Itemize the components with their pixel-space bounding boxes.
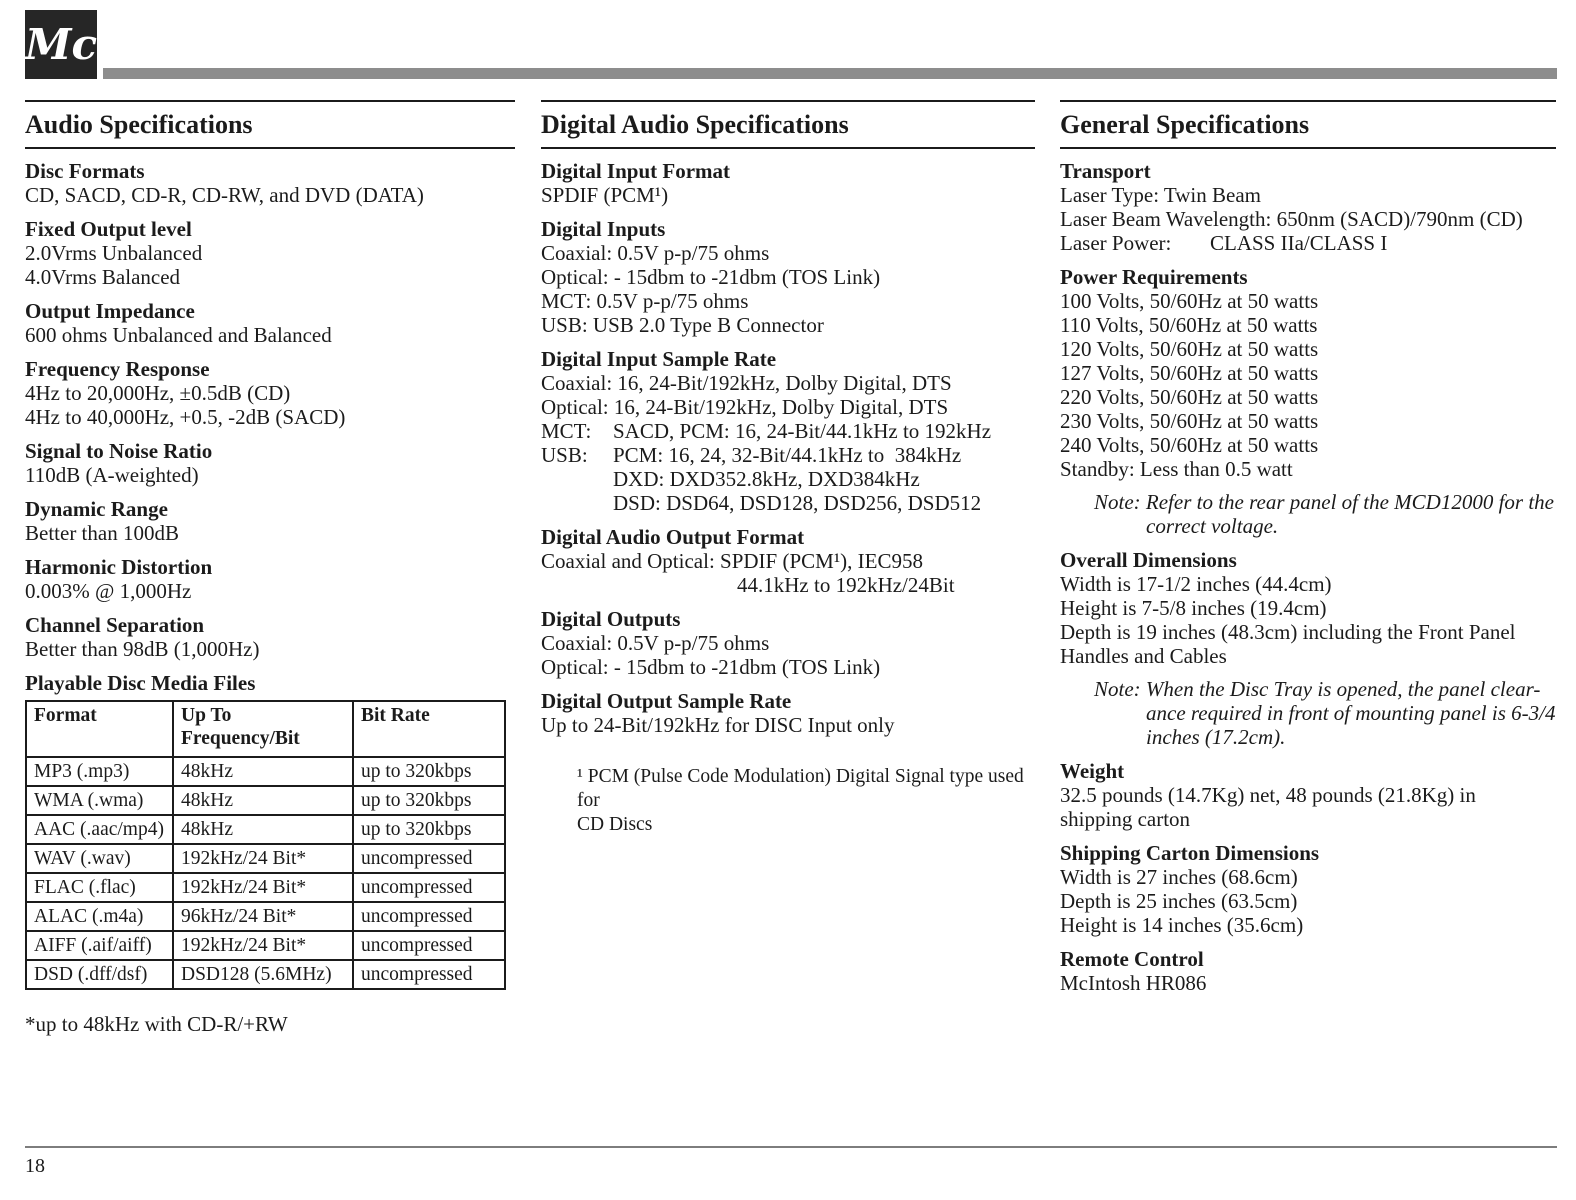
table-cell: AAC (.aac/mp4) bbox=[26, 815, 173, 844]
spec-line: SPDIF (PCM¹) bbox=[541, 183, 669, 207]
section-heading: Transport bbox=[1060, 159, 1151, 183]
footnote-line: CD Discs bbox=[577, 814, 653, 835]
spec-line-label: Laser Power: bbox=[1060, 231, 1172, 255]
section-weight bbox=[1060, 759, 1556, 831]
note-line: correct voltage. bbox=[1146, 514, 1279, 538]
spec-line-label: MCT: bbox=[541, 419, 592, 443]
table-row bbox=[26, 786, 505, 815]
table-cell: 192kHz/24 Bit* bbox=[173, 873, 353, 902]
section-heading: Digital Inputs bbox=[541, 217, 666, 241]
table-cell: uncompressed bbox=[353, 873, 505, 902]
spec-line: 240 Volts, 50/60Hz at 50 watts bbox=[1060, 433, 1319, 457]
table-cell: ALAC (.m4a) bbox=[26, 902, 173, 931]
spec-line: 230 Volts, 50/60Hz at 50 watts bbox=[1060, 409, 1319, 433]
section-heading: Remote Control bbox=[1060, 947, 1204, 971]
spec-line: Coaxial: 0.5V p-p/75 ohms bbox=[541, 631, 770, 655]
spec-line: Optical: 16, 24-Bit/192kHz, Dolby Digital, DTS bbox=[541, 395, 949, 419]
spec-line-value: DXD: DXD352.8kHz, DXD384kHz bbox=[613, 467, 920, 491]
spec-line: 127 Volts, 50/60Hz at 50 watts bbox=[1060, 361, 1319, 385]
section-shipping-carton bbox=[1060, 841, 1556, 937]
section-dynamic-range bbox=[25, 497, 515, 545]
spec-line: Handles and Cables bbox=[1060, 644, 1227, 668]
spec-line: 120 Volts, 50/60Hz at 50 watts bbox=[1060, 337, 1319, 361]
spec-line: 4.0Vrms Balanced bbox=[25, 265, 181, 289]
disc-tray-note bbox=[1060, 677, 1556, 749]
section-playable-media bbox=[25, 671, 515, 990]
section-signal-to-noise bbox=[25, 439, 515, 487]
spec-line: Up to 24-Bit/192kHz for DISC Input only bbox=[541, 713, 895, 737]
section-power-requirements bbox=[1060, 265, 1556, 481]
spec-line: Depth is 25 inches (63.5cm) bbox=[1060, 889, 1298, 913]
footer-rule bbox=[25, 1146, 1557, 1148]
section-fixed-output-level bbox=[25, 217, 515, 289]
spec-line: MCT: 0.5V p-p/75 ohms bbox=[541, 289, 749, 313]
table-cell: WMA (.wma) bbox=[26, 786, 173, 815]
audio-specifications-column bbox=[25, 100, 515, 1036]
table-row bbox=[26, 815, 505, 844]
spec-line: 110dB (A-weighted) bbox=[25, 463, 199, 487]
table-row bbox=[26, 844, 505, 873]
table-row bbox=[26, 873, 505, 902]
spec-line: Coaxial: 0.5V p-p/75 ohms bbox=[541, 241, 770, 265]
spec-line bbox=[541, 467, 1035, 491]
spec-line: Coaxial and Optical: SPDIF (PCM¹), IEC958 bbox=[541, 549, 923, 573]
section-heading: Output Impedance bbox=[25, 299, 195, 323]
spec-line: shipping carton bbox=[1060, 807, 1191, 831]
section-overall-dimensions bbox=[1060, 548, 1556, 668]
table-header-row bbox=[26, 701, 505, 757]
note-line: inches (17.2cm). bbox=[1146, 725, 1286, 749]
table-header-cell: Format bbox=[26, 701, 173, 757]
asterisk-footnote: *up to 48kHz with CD-R/+RW bbox=[25, 1012, 288, 1036]
table-cell: WAV (.wav) bbox=[26, 844, 173, 873]
table-cell: uncompressed bbox=[353, 960, 505, 989]
general-specifications-column bbox=[1060, 100, 1556, 995]
table-cell: 192kHz/24 Bit* bbox=[173, 931, 353, 960]
spec-line: 600 ohms Unbalanced and Balanced bbox=[25, 323, 332, 347]
table-cell: 48kHz bbox=[173, 786, 353, 815]
table-row bbox=[26, 931, 505, 960]
table-cell: 48kHz bbox=[173, 757, 353, 786]
spec-line-value: PCM: 16, 24, 32-Bit/44.1kHz to 384kHz bbox=[613, 443, 962, 467]
general-column-title: General Specifications bbox=[1060, 100, 1556, 149]
section-frequency-response bbox=[25, 357, 515, 429]
section-harmonic-distortion bbox=[25, 555, 515, 603]
table-cell: uncompressed bbox=[353, 931, 505, 960]
table-row bbox=[26, 902, 505, 931]
section-digital-input-sample-rate bbox=[541, 347, 1035, 515]
table-cell: up to 320kbps bbox=[353, 815, 505, 844]
page-number: 18 bbox=[25, 1155, 45, 1177]
footnote-line: ¹ PCM (Pulse Code Modulation) Digital Signal type used for bbox=[577, 766, 1024, 811]
spec-line bbox=[541, 419, 1035, 443]
spec-line: 4Hz to 20,000Hz, ±0.5dB (CD) bbox=[25, 381, 291, 405]
section-heading: Digital Input Format bbox=[541, 159, 730, 183]
spec-line: Better than 100dB bbox=[25, 521, 179, 545]
spec-line: Width is 27 inches (68.6cm) bbox=[1060, 865, 1298, 889]
spec-line-value: SACD, PCM: 16, 24-Bit/44.1kHz to 192kHz bbox=[613, 419, 992, 443]
spec-line-label bbox=[541, 491, 613, 515]
note-line: ance required in front of mounting panel is 6-3/4 bbox=[1146, 701, 1556, 725]
table-cell: 96kHz/24 Bit* bbox=[173, 902, 353, 931]
spec-line bbox=[1060, 231, 1556, 255]
table-cell: 192kHz/24 Bit* bbox=[173, 844, 353, 873]
spec-line: Depth is 19 inches (48.3cm) including the Front Panel bbox=[1060, 620, 1516, 644]
table-cell: DSD128 (5.6MHz) bbox=[173, 960, 353, 989]
section-heading: Digital Audio Output Format bbox=[541, 525, 805, 549]
audio-column-title: Audio Specifications bbox=[25, 100, 515, 149]
digital-column-title: Digital Audio Specifications bbox=[541, 100, 1035, 149]
section-digital-outputs bbox=[541, 607, 1035, 679]
spec-line-value: CLASS IIa/CLASS I bbox=[1210, 231, 1388, 255]
table-cell: DSD (.dff/dsf) bbox=[26, 960, 173, 989]
spec-line: Width is 17-1/2 inches (44.4cm) bbox=[1060, 572, 1332, 596]
table-row bbox=[26, 960, 505, 989]
section-heading: Dynamic Range bbox=[25, 497, 168, 521]
section-heading: Weight bbox=[1060, 759, 1125, 783]
section-heading: Frequency Response bbox=[25, 357, 210, 381]
table-cell: uncompressed bbox=[353, 902, 505, 931]
spec-line: Laser Beam Wavelength: 650nm (SACD)/790nm (CD) bbox=[1060, 207, 1523, 231]
section-output-impedance bbox=[25, 299, 515, 347]
table-cell: up to 320kbps bbox=[353, 786, 505, 815]
section-heading: Disc Formats bbox=[25, 159, 145, 183]
spec-line: Optical: - 15dbm to -21dbm (TOS Link) bbox=[541, 655, 881, 679]
section-heading: Overall Dimensions bbox=[1060, 548, 1237, 572]
section-heading: Signal to Noise Ratio bbox=[25, 439, 213, 463]
section-digital-output-sample-rate bbox=[541, 689, 1035, 737]
section-heading: Digital Input Sample Rate bbox=[541, 347, 777, 371]
spec-line: 0.003% @ 1,000Hz bbox=[25, 579, 192, 603]
note-line: Note: When the Disc Tray is opened, the panel clear- bbox=[1094, 677, 1541, 701]
spec-line: 220 Volts, 50/60Hz at 50 watts bbox=[1060, 385, 1319, 409]
note-line: Note: Refer to the rear panel of the MCD12000 for the bbox=[1094, 490, 1554, 514]
spec-line-label bbox=[541, 467, 613, 491]
table-cell: uncompressed bbox=[353, 844, 505, 873]
spec-line bbox=[541, 491, 1035, 515]
spec-line: 100 Volts, 50/60Hz at 50 watts bbox=[1060, 289, 1319, 313]
spec-line: 110 Volts, 50/60Hz at 50 watts bbox=[1060, 313, 1318, 337]
section-heading: Fixed Output level bbox=[25, 217, 192, 241]
digital-audio-specifications-column bbox=[541, 100, 1035, 837]
table-header-cell: Up To Frequency/Bit bbox=[173, 701, 353, 757]
spec-line: Optical: - 15dbm to -21dbm (TOS Link) bbox=[541, 265, 881, 289]
spec-line: 32.5 pounds (14.7Kg) net, 48 pounds (21.8Kg) in bbox=[1060, 783, 1476, 807]
spec-line: Height is 7-5/8 inches (19.4cm) bbox=[1060, 596, 1327, 620]
spec-line bbox=[541, 443, 1035, 467]
mcintosh-logo bbox=[25, 10, 97, 79]
section-channel-separation bbox=[25, 613, 515, 661]
voltage-note bbox=[1060, 490, 1556, 538]
table-cell: MP3 (.mp3) bbox=[26, 757, 173, 786]
pcm-footnote bbox=[541, 765, 1035, 837]
section-heading: Digital Outputs bbox=[541, 607, 681, 631]
spec-line: Height is 14 inches (35.6cm) bbox=[1060, 913, 1304, 937]
media-table-title: Playable Disc Media Files bbox=[25, 671, 256, 695]
table-cell: FLAC (.flac) bbox=[26, 873, 173, 902]
spec-line-continuation: 44.1kHz to 192kHz/24Bit bbox=[737, 573, 955, 597]
table-header-cell: Bit Rate bbox=[353, 701, 505, 757]
section-remote-control bbox=[1060, 947, 1556, 995]
spec-line: 2.0Vrms Unbalanced bbox=[25, 241, 203, 265]
section-digital-inputs bbox=[541, 217, 1035, 337]
header-gray-bar bbox=[103, 68, 1557, 79]
section-digital-audio-output-format bbox=[541, 525, 1035, 597]
section-heading: Channel Separation bbox=[25, 613, 205, 637]
spec-line: Coaxial: 16, 24-Bit/192kHz, Dolby Digital, DTS bbox=[541, 371, 952, 395]
spec-line: Laser Type: Twin Beam bbox=[1060, 183, 1261, 207]
section-transport bbox=[1060, 159, 1556, 255]
playable-media-table bbox=[25, 700, 506, 990]
spec-line: 4Hz to 40,000Hz, +0.5, -2dB (SACD) bbox=[25, 405, 346, 429]
spec-line-label: USB: bbox=[541, 443, 588, 467]
section-digital-input-format bbox=[541, 159, 1035, 207]
table-cell: up to 320kbps bbox=[353, 757, 505, 786]
spec-line: USB: USB 2.0 Type B Connector bbox=[541, 313, 824, 337]
section-heading: Shipping Carton Dimensions bbox=[1060, 841, 1320, 865]
spec-line: Better than 98dB (1,000Hz) bbox=[25, 637, 260, 661]
spec-line: Standby: Less than 0.5 watt bbox=[1060, 457, 1293, 481]
section-heading: Harmonic Distortion bbox=[25, 555, 213, 579]
section-disc-formats bbox=[25, 159, 515, 207]
spec-line: CD, SACD, CD-R, CD-RW, and DVD (DATA) bbox=[25, 183, 424, 207]
table-cell: AIFF (.aif/aiff) bbox=[26, 931, 173, 960]
table-cell: 48kHz bbox=[173, 815, 353, 844]
mcintosh-logo-text: Mc bbox=[24, 20, 98, 69]
spec-line-value: DSD: DSD64, DSD128, DSD256, DSD512 bbox=[613, 491, 982, 515]
table-row bbox=[26, 757, 505, 786]
spec-line: McIntosh HR086 bbox=[1060, 971, 1207, 995]
section-heading: Power Requirements bbox=[1060, 265, 1248, 289]
section-heading: Digital Output Sample Rate bbox=[541, 689, 792, 713]
